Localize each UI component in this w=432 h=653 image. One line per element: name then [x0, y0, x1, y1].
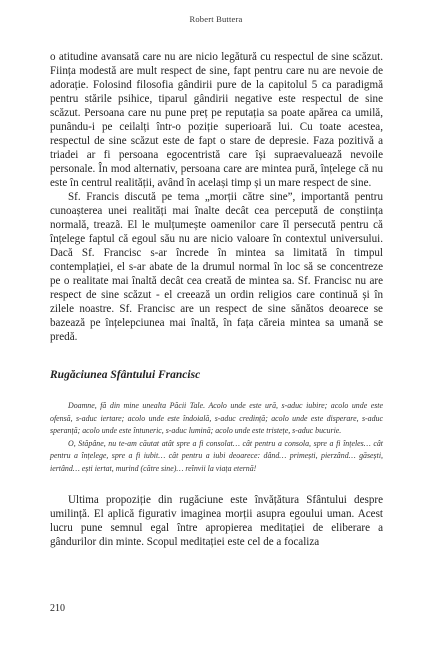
prayer-quote	[50, 400, 383, 476]
page-number: 210	[50, 603, 65, 614]
prayer-paragraph-1: Doamne, fă din mine unealta Păcii Tale. Acolo unde este ură, s-aduc iubire; acolo unde este ofensă, s-aduc iertare; acolo unde este îndoială, s-aduc credință; acolo unde este disperare, s-aduc speranță; acolo unde este întuneric, s-aduc lumină; acolo unde este tristețe, s-aduc bucurie.	[50, 401, 383, 436]
section-title: Rugăciunea Sfântului Francisc	[50, 369, 201, 381]
body-paragraph-2: Sf. Francis discută pe tema „morții către sine”, importantă pentru cunoașterea unei realități mai înalte decât cea percepută de conștiința normală, treazã. El le mulțumește oamenilor care îl persecută pentru că înțelege faptul că egoul său nu are nicio valoare în contextul universului. Dacă Sf. Francisc s-ar încrede în mintea sa limitată în timpul contemplației, el s-ar abate de la drumul normal în loc să se concentreze pe o realitate mai înaltă decât cea creată de mintea sa. Sf. Francisc nu are respect de sine scăzut - el creează un ordin religios care continuă și în zilele noastre. Sf. Francisc are un respect de sine sănătos deoarece se bazează pe înțelepciunea mai înaltă, în fața căreia mintea sa umană se predă.	[50, 191, 383, 343]
running-head: Robert Buttera	[189, 14, 243, 24]
body-paragraph-1: o atitudine avansată care nu are nicio legătură cu respectul de sine scăzut. Ființa modestă are mult respect de sine, fapt pentru care nu are nevoie de adorație. Folosind filosofia gândirii pure de la capitolul 5 ca paradigmă pentru stările psihice, tiparul gândirii negative este respectul de sine scăzut. Persoana care nu pune preț pe reputația sa poate apărea ca umilă, punându-i pe ceilalți într-o poziție superioară lui. Cu toate acestea, respectul de sine scăzut este de fapt o stare de depresie. Faza pozitivă a triadei ar fi persoana egocentristă care își supraevaluează nevoile personale. În mod alternativ, persoana care are mintea pură, înțelege că nu este în centrul realității, având în același timp și un mare respect de sine.	[50, 51, 383, 189]
prayer-paragraph-2: O, Stăpâne, nu te-am căutat atât spre a fi consolat… cât pentru a consola, spre a fi înțeles… cât pentru a înțelege, spre a fi iubit… cât pentru a iubi deoarece: dând… primești, pierzând… găsești, iertând… ești iertat, murind (către sine)… reînvii la viața eternă!	[50, 438, 383, 473]
body-paragraph-3: Ultima propoziție din rugăciune este învățătura Sfântului despre umilință. El aplică figurativ imaginea morții asupra egoului uman. Acest lucru pune semnul egal între apropierea meditației de eliberare a gândurilor din minte. Scopul meditației este cel de a focaliza	[50, 493, 383, 548]
page-body	[50, 50, 383, 549]
